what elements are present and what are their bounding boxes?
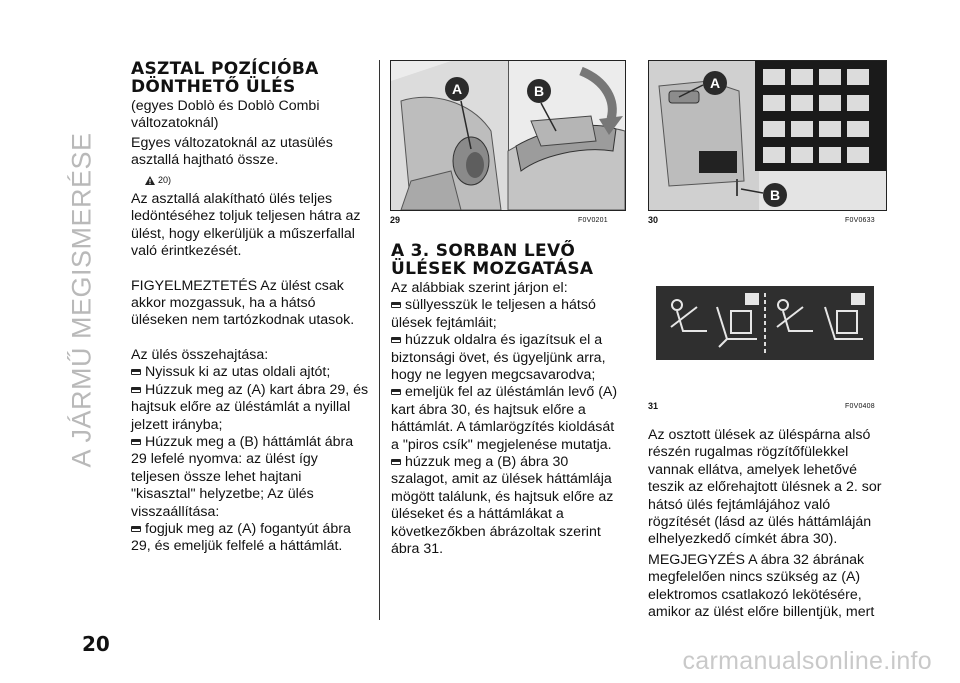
paragraph: Egyes változatoknál az utasülés asztallá hajtható össze. [131,134,333,169]
figure-31-number: 31 [648,401,659,411]
figure-29-number: 29 [390,215,401,225]
figure-30-label-a: A [709,75,721,91]
list-item: fogjuk meg az (A) fogantyút ábra 29, és emeljük felfelé a háttámlát. [131,520,351,555]
figure-30-image [648,60,887,211]
list-item: húzzuk oldalra és igazítsuk el a biztonsági övet, és ügyeljünk arra, hogy ne legyen megcsavarodva; [391,332,606,384]
column-divider [379,60,380,620]
figure-30-code: F0V0633 [845,217,875,224]
section-side-tab: A JÁRMŰ MEGISMERÉSE [66,132,97,468]
figure-29-code: F0V0201 [578,217,608,224]
paragraph: Az alábbiak szerint járjon el: [391,280,568,296]
figure-31-code: F0V0408 [845,403,875,410]
column-2 [391,242,623,559]
caution-paragraph: FIGYELMEZTETÉS Az ülést csak akkor mozgassuk, ha a hátsó üléseken nem tartózkodnak utasok. [131,277,355,329]
figure-29-drawing [391,61,625,210]
figure-29-image [390,60,626,211]
footer-watermark: carmanualsonline.info [682,647,932,675]
figure-31-drawing [657,287,873,359]
paragraph: Az asztallá alakítható ülés teljes ledöntéséhez toljuk teljesen hátra az ülést, hogy elkerüljük a műszerfallal való érintkezését. [131,191,361,260]
list-item: süllyesszük le teljesen a hátsó ülések fejtámláit; [391,297,596,331]
bullet-icon [391,389,401,395]
figure-30-number: 30 [648,215,659,225]
heading-table-seat: ASZTAL POZÍCIÓBA DÖNTHETŐ ÜLÉS [131,59,319,97]
heading-third-row-seats: A 3. SORBAN LEVŐ ÜLÉSEK MOZGATÁSA [391,241,594,279]
list-item: Nyissuk ki az utas oldali ajtót; [131,364,369,381]
figure-29-label-a: A [451,81,463,97]
warning-icon [145,176,155,185]
bullet-icon [131,387,141,393]
bullet-icon [131,369,141,375]
warning-reference: 20) [145,172,369,189]
column-3 [648,427,884,621]
figure-30-drawing [649,61,886,210]
list-item: húzzuk meg a (B) ábra 30 szalagot, amit az ülések háttámlája mögött találunk, és hajtsuk előre az üléseket és a háttámlákat a következőkben ábrázoltak szerint ábra 31. [391,454,614,558]
note-paragraph: MEGJEGYZÉS A ábra 32 ábrának megfelelően nincs szükség az (A) elektromos csatlakozó lekötésére, amikor az ülést előre billentjük, mert [648,551,875,621]
paragraph: Az ülés összehajtása: [131,346,269,363]
figure-31-image [656,286,874,360]
variant-note: (egyes Doblò és Doblò Combi változatoknál) [131,98,320,132]
bullet-icon [391,459,401,465]
figure-30-label-b: B [769,187,781,203]
bullet-icon [391,337,401,343]
column-1 [131,60,369,556]
figure-29-label-b: B [533,83,545,99]
list-item: Húzzuk meg az (A) kart ábra 29, és hajtsuk előre az üléstámlát a nyillal jelzett irányba; [131,381,369,433]
bullet-icon [391,302,401,308]
bullet-icon [131,526,141,532]
list-item: emeljük fel az üléstámlán levő (A) kart ábra 30, és hajtsuk előre a háttámlát. A támlarögzítés kioldását a "piros csík" megjelenése mutatja. [391,384,618,453]
paragraph: Az osztott ülések az üléspárna alsó részén rugalmas rögzítőfülekkel vannak ellátva, amelyek lehetővé teszik az előrehajtott ülésnek a 2. sor hátsó ülés fejtámlájához való rögzítését (lásd az ülés háttámláján elhelyezkedő címkét ábra 30). [648,427,882,548]
page-number: 20 [82,632,110,656]
list-item: Húzzuk meg a (B) háttámlát ábra 29 lefelé nyomva: az ülést így teljesen össze lehet hajtani "kisasztal" helyzetbe; Az ülés visszaállítása: [131,433,354,520]
bullet-icon [131,439,141,445]
